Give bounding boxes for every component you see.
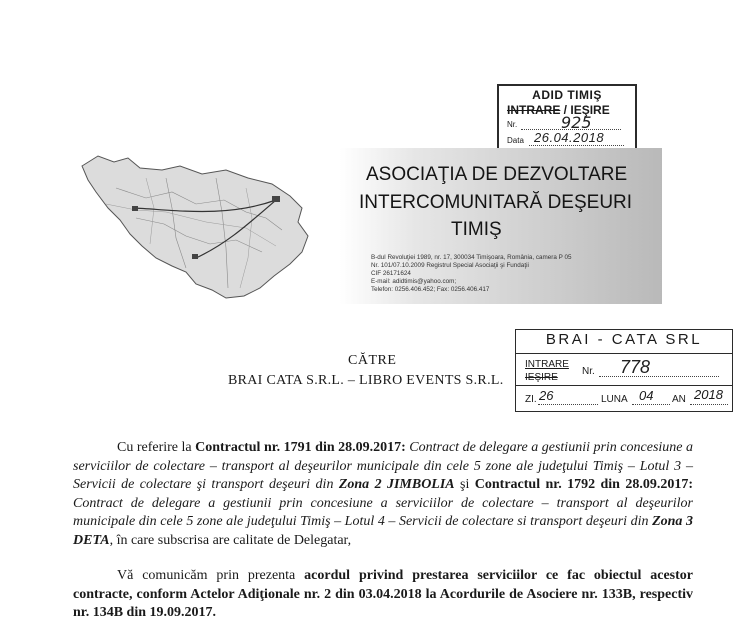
text-run: , în care subscrisa are calitate de Delegatar, xyxy=(109,532,352,548)
contract-1791-description: Contract de delegare a gestiunii prin concesiune a serviciilor de colectare – transport al deşeurilor municipale din cele 5 zone ale judeţului Timiş – Lotul 3 – Servicii de colectare şi transport deşeuri din xyxy=(73,440,694,492)
addressee-label: CĂTRE xyxy=(348,353,397,368)
stamp-luna-dotted-line xyxy=(632,404,670,405)
letterhead-title-line3: TIMIŞ xyxy=(451,219,502,240)
body-paragraph-2 xyxy=(73,567,693,623)
email-line: E-mail: adidtimis@yahoo.com; xyxy=(371,278,457,285)
stamp-intrare: INTRARE xyxy=(507,103,561,117)
stamp-title: BRAI - CATA SRL xyxy=(545,331,703,348)
adid-registry-stamp xyxy=(497,84,637,150)
stamp-zi-dotted-line xyxy=(538,404,598,405)
stamp-nr-value: 925 xyxy=(561,113,592,132)
zone-2-jimbolia: Zona 2 JIMBOLIA xyxy=(338,477,455,492)
stamp-data-dotted-line xyxy=(529,145,624,146)
agreement-statement: acordul privind prestarea serviciilor ce fac obiectul acestor contracte, conform Actelor Adiţionale nr. 2 din 03.04.2018 la Acordurile de Asociere nr. 133B, respectiv nr. 134B din 19.09.2017. xyxy=(73,568,694,620)
brai-cata-registry-stamp xyxy=(515,329,733,412)
stamp-an-dotted-line xyxy=(690,404,728,405)
stamp-zi-label: ZI. xyxy=(525,394,537,405)
stamp-divider xyxy=(516,353,732,354)
text-run: şi xyxy=(454,477,475,492)
body-paragraph-1 xyxy=(73,439,693,550)
stamp-data-value: 26.04.2018 xyxy=(534,130,605,145)
stamp-intrare: INTRARE xyxy=(525,359,569,370)
letterhead-address-block xyxy=(371,254,651,294)
stamp-an-value: 2018 xyxy=(694,387,723,402)
contract-1792-reference: Contractul nr. 1792 din 28.09.2017: xyxy=(474,477,694,492)
stamp-title: ADID TIMIŞ xyxy=(532,88,602,102)
stamp-luna-value: 04 xyxy=(639,388,654,403)
contract-1791-reference: Contractul nr. 1791 din 28.09.2017: xyxy=(195,440,406,455)
stamp-nr-value: 778 xyxy=(620,357,651,377)
stamp-divider xyxy=(516,385,732,386)
text-run: Vă comunicăm prin prezenta xyxy=(117,568,305,583)
letterhead-title-line1: ASOCIAŢIA DE DEZVOLTARE xyxy=(366,164,628,185)
timis-county-map-icon xyxy=(76,148,366,304)
addressee-name: BRAI CATA S.R.L. – LIBRO EVENTS S.R.L. xyxy=(228,373,504,388)
stamp-nr-label: Nr. xyxy=(507,120,518,129)
stamp-iesire: IEŞIRE xyxy=(570,103,610,117)
letterhead xyxy=(76,148,662,304)
stamp-zi-value: 26 xyxy=(539,388,554,403)
text-run: Cu referire la xyxy=(117,440,196,455)
stamp-separator: / xyxy=(560,103,571,117)
stamp-an-label: AN xyxy=(672,394,686,405)
stamp-iesire: IEŞIRE xyxy=(525,372,558,383)
address-line: B-dul Revoluţiei 1989, nr. 17, 300034 Timişoara, România, camera P 05 xyxy=(371,254,572,261)
stamp-nr-dotted-line xyxy=(599,376,719,377)
contract-1792-description: Contract de delegare a gestiunii prin concesiune a serviciilor de colectare – transport al deşeurilor municipale din cele 5 zone ale judeţului Timiş – Lotul 4 – Servicii de colectare si transport deşeuri din xyxy=(73,495,693,529)
cif-line: CIF 26171624 xyxy=(371,270,411,277)
zone-3-deta: Zona 3 DETA xyxy=(73,514,694,548)
registry-line: Nr. 101/07.10.2009 Registrul Special Asociaţii şi Fundaţii xyxy=(371,262,529,269)
stamp-direction xyxy=(507,103,610,117)
letterhead-title-line2: INTERCOMUNITARĂ DEŞEURI xyxy=(359,192,633,213)
stamp-luna-label: LUNA xyxy=(601,394,628,405)
stamp-data-label: Data xyxy=(507,136,524,145)
phone-line: Telefon: 0256.406.452; Fax: 0256.406.417 xyxy=(371,286,490,293)
stamp-nr-label: Nr. xyxy=(582,366,595,377)
